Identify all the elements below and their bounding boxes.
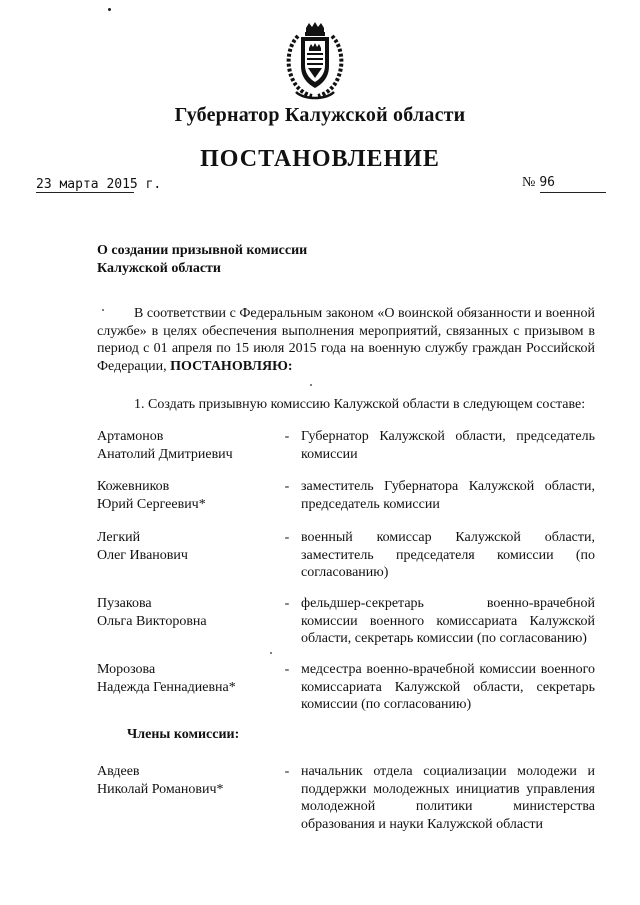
subject-line-2: Калужской области bbox=[97, 261, 221, 276]
member-surname: Авдеев bbox=[97, 764, 140, 779]
scan-speck bbox=[102, 309, 104, 311]
document-subject bbox=[97, 242, 307, 278]
document-type: ПОСТАНОВЛЕНИЕ bbox=[200, 146, 440, 172]
member-surname: Пузакова bbox=[97, 596, 152, 611]
member-name bbox=[97, 595, 277, 630]
preamble-paragraph bbox=[97, 305, 595, 375]
scan-speck bbox=[270, 652, 272, 654]
point-1: 1. Создать призывную комиссию Калужской области в следующем составе: bbox=[134, 397, 586, 412]
member-dash: - bbox=[284, 596, 290, 611]
member-dash: - bbox=[284, 479, 290, 494]
governor-title: Губернатор Калужской области bbox=[174, 104, 466, 126]
member-given-name: Юрий Сергеевич* bbox=[97, 496, 206, 512]
member-role: Губернатор Калужской области, председатель комиссии bbox=[301, 429, 595, 462]
member-name bbox=[97, 428, 277, 463]
member-given-name: Николай Романович* bbox=[97, 781, 224, 797]
member-dash: - bbox=[284, 429, 290, 444]
subject-line-1: О создании призывной комиссии bbox=[97, 243, 308, 258]
number-underline bbox=[540, 192, 606, 193]
member-role: военный комиссар Калужской области, заместитель председателя комиссии (по согласованию) bbox=[301, 530, 595, 580]
kaluga-coat-of-arms-icon bbox=[284, 22, 346, 100]
members-heading: Члены комиссии: bbox=[127, 727, 240, 742]
member-name bbox=[97, 661, 277, 696]
member-surname: Артамонов bbox=[97, 429, 164, 444]
member-given-name: Надежда Геннадиевна* bbox=[97, 679, 236, 695]
member-role: начальник отдела социализации молодежи и поддержки молодежных инициатив управления молодежной политики министерства образования и науки Калужской области bbox=[301, 764, 595, 832]
member-dash: - bbox=[284, 530, 290, 545]
member-dash: - bbox=[284, 764, 290, 779]
member-name bbox=[97, 478, 277, 513]
member-given-name: Ольга Викторовна bbox=[97, 613, 207, 629]
date-underline bbox=[36, 192, 134, 193]
member-surname: Легкий bbox=[97, 530, 141, 545]
number-value: 96 bbox=[539, 175, 556, 190]
member-dash: - bbox=[284, 662, 290, 677]
number-label: № bbox=[522, 175, 536, 190]
member-name bbox=[97, 529, 277, 564]
document-number bbox=[522, 175, 555, 191]
member-surname: Кожевников bbox=[97, 479, 170, 494]
member-role: заместитель Губернатора Калужской области, председатель комиссии bbox=[301, 479, 595, 512]
scan-speck bbox=[108, 8, 111, 11]
scan-speck bbox=[310, 384, 312, 386]
document-date: 23 марта 2015 г. bbox=[36, 177, 162, 192]
member-name bbox=[97, 763, 277, 798]
member-given-name: Олег Иванович bbox=[97, 547, 188, 563]
member-role: медсестра военно-врачебной комиссии военного комиссариата Калужской области, секретарь комиссии (по согласованию) bbox=[301, 662, 595, 712]
member-given-name: Анатолий Дмитриевич bbox=[97, 446, 233, 462]
resolve-word: ПОСТАНОВЛЯЮ: bbox=[170, 358, 293, 374]
member-role: фельдшер-секретарь военно-врачебной комиссии военного комиссариата Калужской области, секретарь комиссии (по согласованию) bbox=[301, 596, 595, 646]
member-surname: Морозова bbox=[97, 662, 156, 677]
preamble-text: В соответствии с Федеральным законом «О воинской обязанности и военной службе» в целях обеспечения выполнения мероприятий, связанных с призывом в период с 01 апреля по 15 июля 2015 года на военную службу граждан Российской Федерации, bbox=[97, 306, 595, 374]
